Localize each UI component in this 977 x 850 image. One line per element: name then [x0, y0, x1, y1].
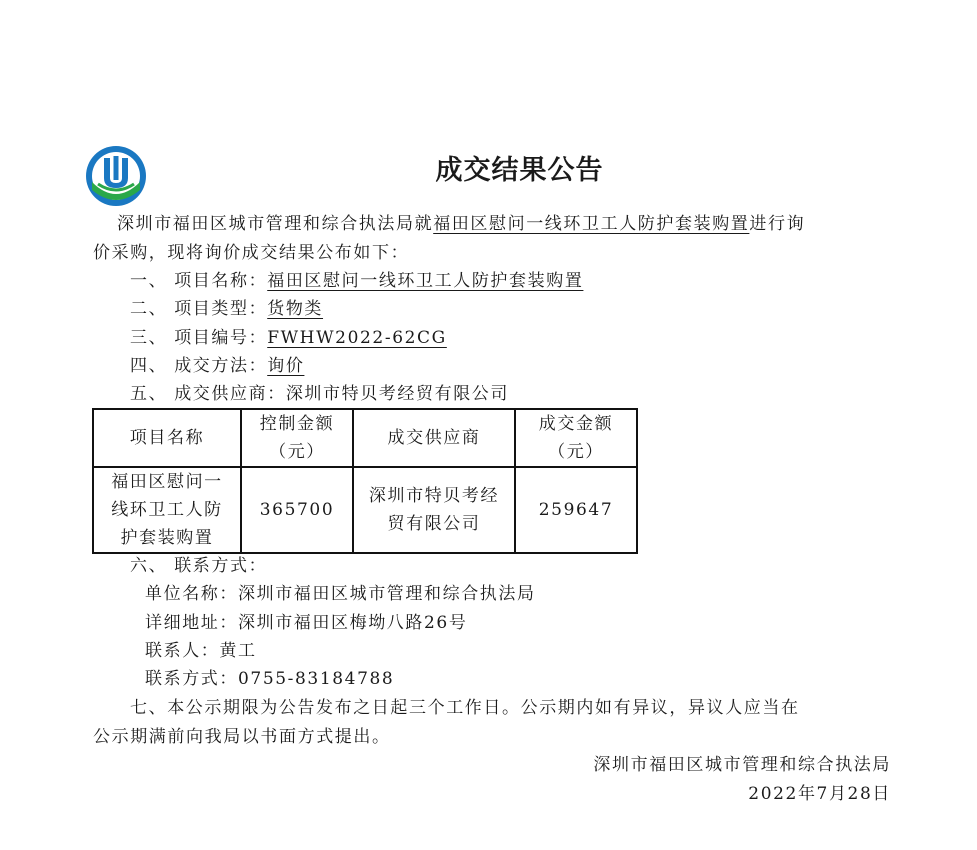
item-project-name: [130, 270, 583, 292]
item1-label: 一、 项目名称：: [130, 271, 268, 291]
contact-unit-value: 深圳市福田区城市管理和综合执法局: [238, 584, 536, 604]
header-supplier: [353, 409, 515, 467]
item5-label: 五、 成交供应商：: [130, 384, 286, 404]
header-deal-amount: [515, 409, 637, 467]
item5-value: 深圳市特贝考经贸有限公司: [285, 384, 510, 404]
signature-date: 2022年7月28日: [748, 784, 891, 804]
header-control-amount: [241, 409, 353, 467]
cell-project-name: [93, 467, 241, 553]
item2-label: 二、 项目类型：: [130, 299, 268, 319]
results-table: [92, 408, 638, 554]
item4-label: 四、 成交方法：: [130, 356, 268, 376]
table-header-row: [93, 409, 637, 467]
signature-organization: 深圳市福田区城市管理和综合执法局: [593, 755, 891, 775]
table-row: [93, 467, 637, 553]
contact-person: [145, 640, 257, 662]
cell-project-name-l3: 护套装购置: [120, 528, 214, 548]
contact-person-label: 联系人：: [145, 641, 220, 661]
intro-prefix: 深圳市福田区城市管理和综合执法局就: [117, 214, 434, 234]
contact-address-label: 详细地址：: [145, 613, 238, 633]
header-control-amount-l1: 控制金额: [259, 414, 335, 434]
header-project-name: [93, 409, 241, 467]
contact-address: [145, 612, 467, 634]
contact-unit-label: 单位名称：: [145, 584, 238, 604]
item2-value: 货物类: [267, 299, 324, 319]
item4-value: 询价: [267, 356, 305, 376]
intro-suffix: 进行询: [749, 214, 806, 234]
intro-line-2: 价采购，现将询价成交结果公布如下：: [93, 243, 410, 263]
contact-phone-value: 0755-83184788: [238, 669, 395, 689]
cell-control-amount-text: 365700: [259, 500, 335, 520]
item-supplier: [130, 383, 509, 405]
cell-supplier-l1: 深圳市特贝考经: [368, 486, 500, 506]
cell-project-name-l1: 福田区慰问一: [111, 472, 223, 492]
header-supplier-text: 成交供应商: [387, 428, 481, 448]
item-project-number: [130, 327, 447, 349]
contact-phone-label: 联系方式：: [145, 669, 238, 689]
cell-deal-amount: [515, 467, 637, 553]
header-deal-amount-l1: 成交金额: [538, 414, 614, 434]
intro-project-name: 福田区慰问一线环卫工人防护套装购置: [433, 214, 750, 234]
contact-person-value: 黄工: [219, 641, 257, 661]
contact-unit: [145, 583, 536, 605]
item-contact-heading: 六、 联系方式：: [130, 556, 268, 576]
cell-supplier: [353, 467, 515, 553]
header-deal-amount-l2: （元）: [548, 442, 604, 462]
item-deal-method: [130, 355, 304, 377]
contact-address-value: 深圳市福田区梅坳八路26号: [238, 613, 468, 633]
header-control-amount-l2: （元）: [269, 442, 325, 462]
header-project-name-text: 项目名称: [129, 428, 205, 448]
item-project-type: [130, 298, 323, 320]
item7-line-1: 七、本公示期限为公告发布之日起三个工作日。公示期内如有异议，异议人应当在: [130, 698, 800, 718]
cell-deal-amount-text: 259647: [538, 500, 614, 520]
item3-label: 三、 项目编号：: [130, 328, 268, 348]
page-title: 成交结果公告: [435, 155, 604, 186]
cell-supplier-l2: 贸有限公司: [387, 514, 481, 534]
intro-line-1: [117, 213, 805, 235]
cell-project-name-l2: 线环卫工人防: [111, 500, 223, 520]
contact-phone: [145, 668, 394, 690]
item3-value: FWHW2022-62CG: [267, 328, 447, 348]
item1-value: 福田区慰问一线环卫工人防护套装购置: [267, 271, 584, 291]
item7-line-2: 公示期满前向我局以书面方式提出。: [93, 727, 391, 747]
cell-control-amount: [241, 467, 353, 553]
